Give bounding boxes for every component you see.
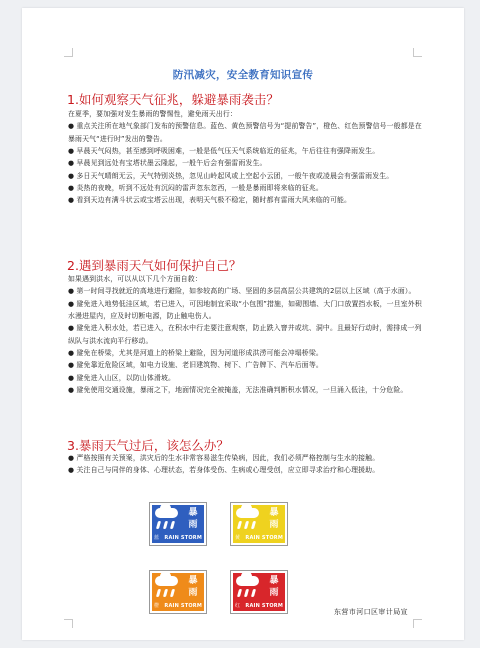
- section-body-3: [68, 452, 424, 477]
- sign-cn-text: 暴 雨: [269, 576, 279, 598]
- rain-cloud-icon: [155, 508, 178, 518]
- paragraph-line: ● 避免在桥梁，尤其是河道上的桥梁上避险，因为河道形成洪涝可能会冲塌桥梁。: [68, 349, 323, 358]
- sign-cn-text: 暴 雨: [188, 576, 198, 598]
- document-page: [22, 8, 464, 640]
- section-heading-1: 1.如何观察天气征兆，躲避暴雨袭击？: [67, 92, 279, 107]
- rainstorm-warning-sign-blue: [149, 502, 207, 546]
- sign-level: 蓝: [154, 535, 160, 541]
- margin-corner-mark: [413, 619, 422, 628]
- footer-text: 东营市河口区审计局宣: [334, 608, 408, 616]
- page-title: 防汛减灾，安全教育知识宣传: [172, 69, 314, 81]
- rain-cloud-icon: [236, 576, 259, 586]
- rain-drops-icon: [157, 589, 179, 599]
- section-body-2: [68, 273, 424, 396]
- sign-panel: [152, 505, 204, 536]
- paragraph-line: ● 早晨天气闷热，甚至感到呼吸困难，一般是低气压天气系统临近的征兆，午后往往有强降雨发生。: [68, 147, 380, 156]
- rain-cloud-icon: [236, 508, 259, 518]
- paragraph-line: ● 看到天边有满斗状云或宝塔云出现，表明天气极不稳定，随时都有雷雨大风来临的可能。: [68, 196, 352, 205]
- margin-corner-mark: [64, 619, 73, 628]
- sign-cn-text: 暴 雨: [269, 508, 279, 530]
- paragraph-line: ● 避免使用交通设施，暴雨之下，地面情况完全被掩盖，无法准确判断积水情况，一旦涌入低洼，十分危险。: [68, 386, 408, 395]
- paragraph-line: ● 避免进入地势低洼区域，若已进入，可因地制宜采取“小包围”措施，如砌围墙、大门口放置挡水板，一旦室外积水漫进屋内，应及时切断电源，防止触电伤人。: [68, 299, 422, 321]
- paragraph-line: 如果遇到洪水，可以从以下几个方面自救：: [68, 275, 202, 283]
- paragraph-line: ● 早晨见到远处有宝塔状墨云隆起，一般午后会有强雷雨发生。: [68, 159, 267, 168]
- sign-en-label: RAIN STORM: [164, 603, 202, 609]
- sign-panel: [233, 505, 285, 536]
- margin-corner-mark: [413, 48, 422, 57]
- sign-label-bar: [233, 602, 285, 611]
- section-heading-3: 3.暴雨天气过后，该怎么办？: [67, 438, 229, 453]
- sign-en-label: RAIN STORM: [164, 535, 202, 541]
- paragraph-line: ● 关注自己与同伴的身体、心理状态，若身体受伤、生病或心理受创，应立即寻求治疗和心理援助。: [68, 466, 380, 475]
- rainstorm-warning-sign-red: [230, 570, 288, 614]
- paragraph-line: ● 避免进入积水处，若已进入，在积水中行走要注意观察，防止跌入窨井或坑、洞中。且最好行动时，需排成一列纵队与洪水流向平行移动。: [68, 324, 422, 345]
- paragraph-line: ● 第一时间寻找就近的高地进行避险，如参较高的广场、坚固的多层高层公共建筑的2层以上区域（高于水面）。: [68, 287, 416, 296]
- sign-label-bar: [152, 602, 204, 611]
- sign-label-bar: [233, 534, 285, 543]
- paragraph-line: ● 重点关注所在地气象部门发布的预警信息。蓝色、黄色预警信号为“提前警告”，橙色、红色预警信号一般都是在暴雨天气“进行时”发出的警告。: [68, 122, 422, 143]
- paragraph-line: 在夏季，要加强对发生暴雨的警惕性，避免雨天出行：: [68, 110, 237, 118]
- paragraph-line: ● 严格按照有关预案，洪灾后的生水非常容易滋生传染病，因此，我们必须严格控制与生水的接触。: [68, 454, 380, 462]
- paragraph-line: ● 炎热的夜晚，听到不远处有沉闷的雷声忽东忽西，一般是暴雨即将来临的征兆。: [68, 184, 323, 193]
- rain-drops-icon: [238, 589, 260, 599]
- rainstorm-warning-sign-yellow: [230, 502, 288, 546]
- rainstorm-warning-sign-orange: [149, 570, 207, 614]
- section-body-1: [68, 108, 424, 207]
- rain-cloud-icon: [155, 576, 178, 586]
- sign-en-label: RAIN STORM: [245, 603, 283, 609]
- sign-level: 黄: [235, 535, 241, 541]
- sign-label-bar: [152, 534, 204, 543]
- sign-en-label: RAIN STORM: [245, 535, 283, 541]
- paragraph-line: ● 避免进入山区，以防山体滑坡。: [68, 373, 176, 382]
- sign-level: 橙: [154, 603, 160, 609]
- sign-cn-text: 暴 雨: [188, 508, 198, 530]
- sign-panel: [152, 573, 204, 604]
- paragraph-line: ● 避免靠近危险区域，如电力设施、老旧建筑物、树下、广告牌下、汽车后面等。: [68, 361, 323, 370]
- paragraph-line: ● 多日天气晴朗无云，天气特别炎热，忽见山岭起风或上空起小云团，一般午夜或凌晨会有强雷雨发生。: [68, 171, 394, 180]
- sign-panel: [233, 573, 285, 604]
- section-heading-2: 2.遇到暴雨天气如何保护自己？: [67, 258, 242, 273]
- rain-drops-icon: [157, 521, 179, 531]
- rain-drops-icon: [238, 521, 260, 531]
- sign-level: 红: [235, 603, 241, 609]
- margin-corner-mark: [64, 48, 73, 57]
